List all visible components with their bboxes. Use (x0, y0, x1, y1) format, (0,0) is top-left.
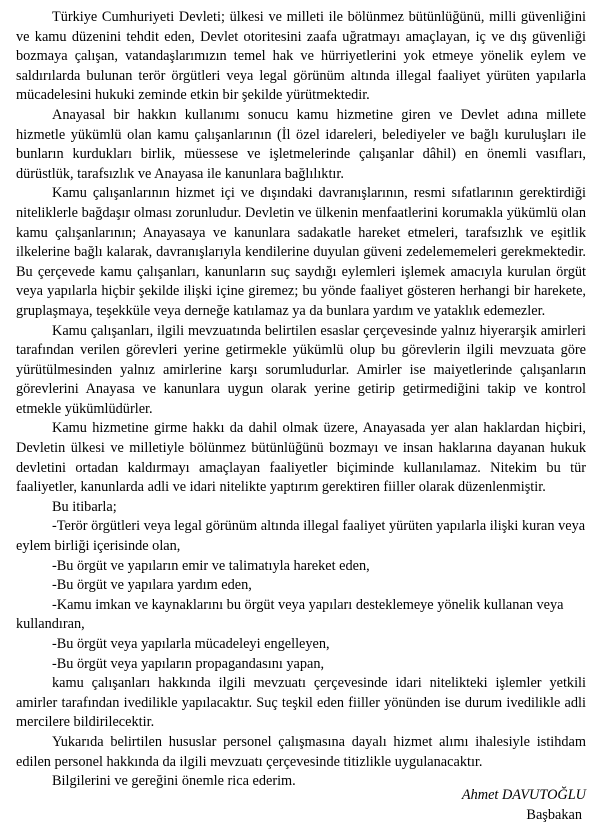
list-item-1: -Terör örgütleri veya legal görünüm altında illegal faaliyet yürüten yapılarla ilişki kuran veya eylem birliği içerisinde olan, (16, 518, 586, 555)
list-item-3: -Bu örgüt ve yapılara yardım eden, (52, 577, 252, 594)
paragraph-4: Kamu çalışanları, ilgili mevzuatında belirtilen esaslar çerçevesinde yalnız hiyerarşik amirleri tarafından verilen görevleri yerine getirmekle yükümlü olup bu görevlerin ilgili mevzuata göre yürütülmesinden yalnız amirlerine karşı sorumludurlar. Amirler ise maiyetlerinde çalışanların görevlerini Anayasa ve kanunlara uygun olarak yerine getirip getirmediğini takip ve kontrol etmekle yükümlüdürler. (16, 322, 586, 417)
paragraph-2: Anayasal bir hakkın kullanımı sonucu kamu hizmetine giren ve Devlet adına millete hizmetle yükümlü olan kamu çalışanlarının (İl özel idareleri, belediyeler ve bağlı kuruluşları ile bunların kurdukları birlik, müessese ve işletmelerinde çalışanlar dâhil) en önemli vasıfları, dürüstlük, tarafsızlık ve Anayasa ile kanunlara bağlılıktır. (16, 106, 586, 182)
list-item-2: -Bu örgüt ve yapıların emir ve talimatıyla hareket eden, (52, 557, 370, 574)
signatory-name: Ahmet DAVUTOĞLU (461, 787, 586, 803)
document-body (16, 8, 586, 792)
list-item-5: -Bu örgüt veya yapılarla mücadeleyi engelleyen, (52, 636, 330, 652)
paragraph-3: Kamu çalışanlarının hizmet içi ve dışındaki davranışlarının, resmi sıfatlarının gerektirdiği niteliklerle bağdaşır olması zorunludur. Devletin ve ülkenin menfaatlerini korumakla yükümlü olan kamu çalışanlarının; Anayasaya ve kanunlara sadakatle hareket etmeleri, tarafsızlık ve eşitlik ilkelerine bağlı kalarak, davranışlarıyla kendilerine duyulan güveni zedelememeleri gerekmektedir. Bu çerçevede kamu çalışanları, kanunların suç saydığı eylemleri işlemek amacıyla kurulan örgüt veya yapılarla hiçbir şekilde ilişki içine giremez; bu yönde faaliyet gösteren herhangi bir harekete, gruplaşmaya, teşekküle veya derneğe katılamaz ya da bunlara yardım ve yataklık edemezler. (16, 185, 586, 319)
signature-block (462, 786, 586, 825)
paragraph-1: Türkiye Cumhuriyeti Devleti; ülkesi ve milleti ile bölünmez bütünlüğünü, milli güvenliğini ve kamu düzenini tehdit eden, Devlet otoritesini zaafa uğratmayı amaçlayan, iç ve dış güvenliği bozmaya çalışan, vatandaşlarımızın temel hak ve hürriyetlerini yok etmeye yönelik eylem ve saldırılarda bulunan terör örgütleri veya legal görünüm altında illegal faaliyet yürüten yapılarla mücadelesini hukuki zeminde etkin bir şekilde yürütmektedir. (16, 9, 586, 104)
closing-paragraph-2: Yukarıda belirtilen hususlar personel çalışmasına dayalı hizmet alımı ihalesiyle istihdam edilen personel hakkında da ilgili mevzuatı çerçevesinde titizlikle uygulanacaktır. (16, 733, 586, 770)
list-item-6: -Bu örgüt veya yapıların propagandasını yapan, (52, 655, 325, 672)
list-item-4: -Kamu imkan ve kaynaklarını bu örgüt veya yapıları desteklemeye yönelik kullanan veya kullandıran, (16, 596, 564, 633)
closing-paragraph-3: Bilgilerini ve gereğini önemle rica ederim. (52, 773, 296, 790)
signatory-title: Başbakan (526, 806, 582, 823)
list-intro: Bu itibarla; (52, 498, 117, 515)
closing-paragraph-1: kamu çalışanları hakkında ilgili mevzuatı çerçevesinde idari nitelikteki işlemler yetkili amirler tarafından ivedilikle yapılacaktır. Suç teşkil eden fiiller yönünden ise durum ivedilikle adli mercilere bildirilecektir. (16, 675, 586, 731)
paragraph-5: Kamu hizmetine girme hakkı da dahil olmak üzere, Anayasada yer alan haklardan hiçbiri, Devletin ülkesi ve milletiyle bölünmez bütünlüğünü bozmayı ve insan haklarına dayanan hukuk devletini ortadan kaldırmayı amaçlayan faaliyetler biçiminde kullanılamaz. Nitekim bu tür faaliyetler, kanunlarda adli ve idari nitelikte yaptırım gerektiren fiiller olarak düzenlenmiştir. (16, 420, 586, 496)
